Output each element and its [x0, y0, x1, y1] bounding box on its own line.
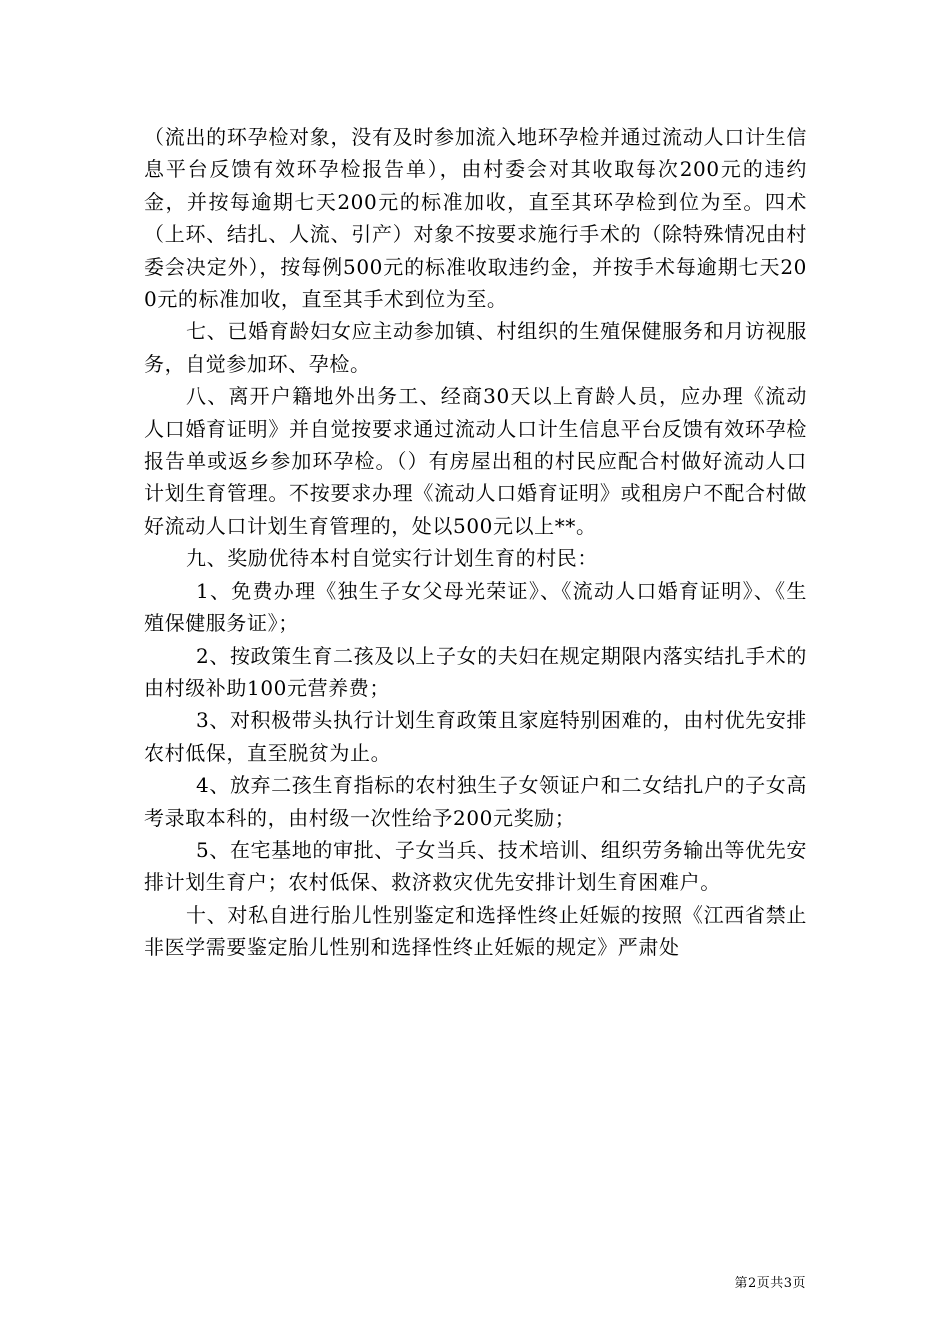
paragraph-subitem-3: 3、对积极带头执行计划生育政策且家庭特别困难的，由村优先安排农村低保，直至脱贫为止。: [144, 708, 807, 765]
paragraph-item-10: 十、对私自进行胎儿性别鉴定和选择性终止妊娠的按照《江西省禁止非医学需要鉴定胎儿性别和选择性终止妊娠的规定》严肃处: [144, 902, 807, 960]
page-number-footer: 第2页共3页: [734, 1276, 806, 1291]
paragraph-item-7: 七、已婚育龄妇女应主动参加镇、村组织的生殖保健服务和月访视服务，自觉参加环、孕检。: [144, 319, 807, 376]
paragraph-continuation: （流出的环孕检对象，没有及时参加流入地环孕检并通过流动人口计生信息平台反馈有效环孕检报告单），由村委会对其收取每次200元的违约金，并按每逾期七天200元的标准加收，直至其环孕检到位为至。四术（上环、结扎、人流、引产）对象不按要求施行手术的（除特殊情况由村委会决定外），按每例500元的标准收取违约金，并按手术每逾期七天200元的标准加收，直至其手术到位为至。: [144, 125, 807, 312]
paragraph-item-9: 九、奖励优待本村自觉实行计划生育的村民：: [186, 546, 598, 571]
paragraph-item-8: 八、离开户籍地外出务工、经商30天以上育龄人员，应办理《流动人口婚育证明》并自觉按要求通过流动人口计生信息平台反馈有效环孕检报告单或返乡参加环孕检。（）有房屋出租的村民应配合村做好流动人口计划生育管理。不按要求办理《流动人口婚育证明》或租房户不配合村做好流动人口计划生育管理的，处以500元以上**。: [144, 384, 807, 538]
paragraph-subitem-4: 4、放弃二孩生育指标的农村独生子女领证户和二女结扎户的子女高考录取本科的，由村级一次性给予200元奖励；: [144, 773, 807, 830]
paragraph-subitem-2: 2、按政策生育二孩及以上子女的夫妇在规定期限内落实结扎手术的由村级补助100元营养费；: [144, 643, 807, 700]
document-body: [144, 121, 807, 964]
paragraph-subitem-5: 5、在宅基地的审批、子女当兵、技术培训、组织劳务输出等优先安排计划生育户；农村低保、救济救灾优先安排计划生育困难户。: [144, 837, 807, 895]
paragraph-subitem-1: 1、免费办理《独生子女父母光荣证》、《流动人口婚育证明》、《生殖保健服务证》；: [144, 578, 807, 636]
